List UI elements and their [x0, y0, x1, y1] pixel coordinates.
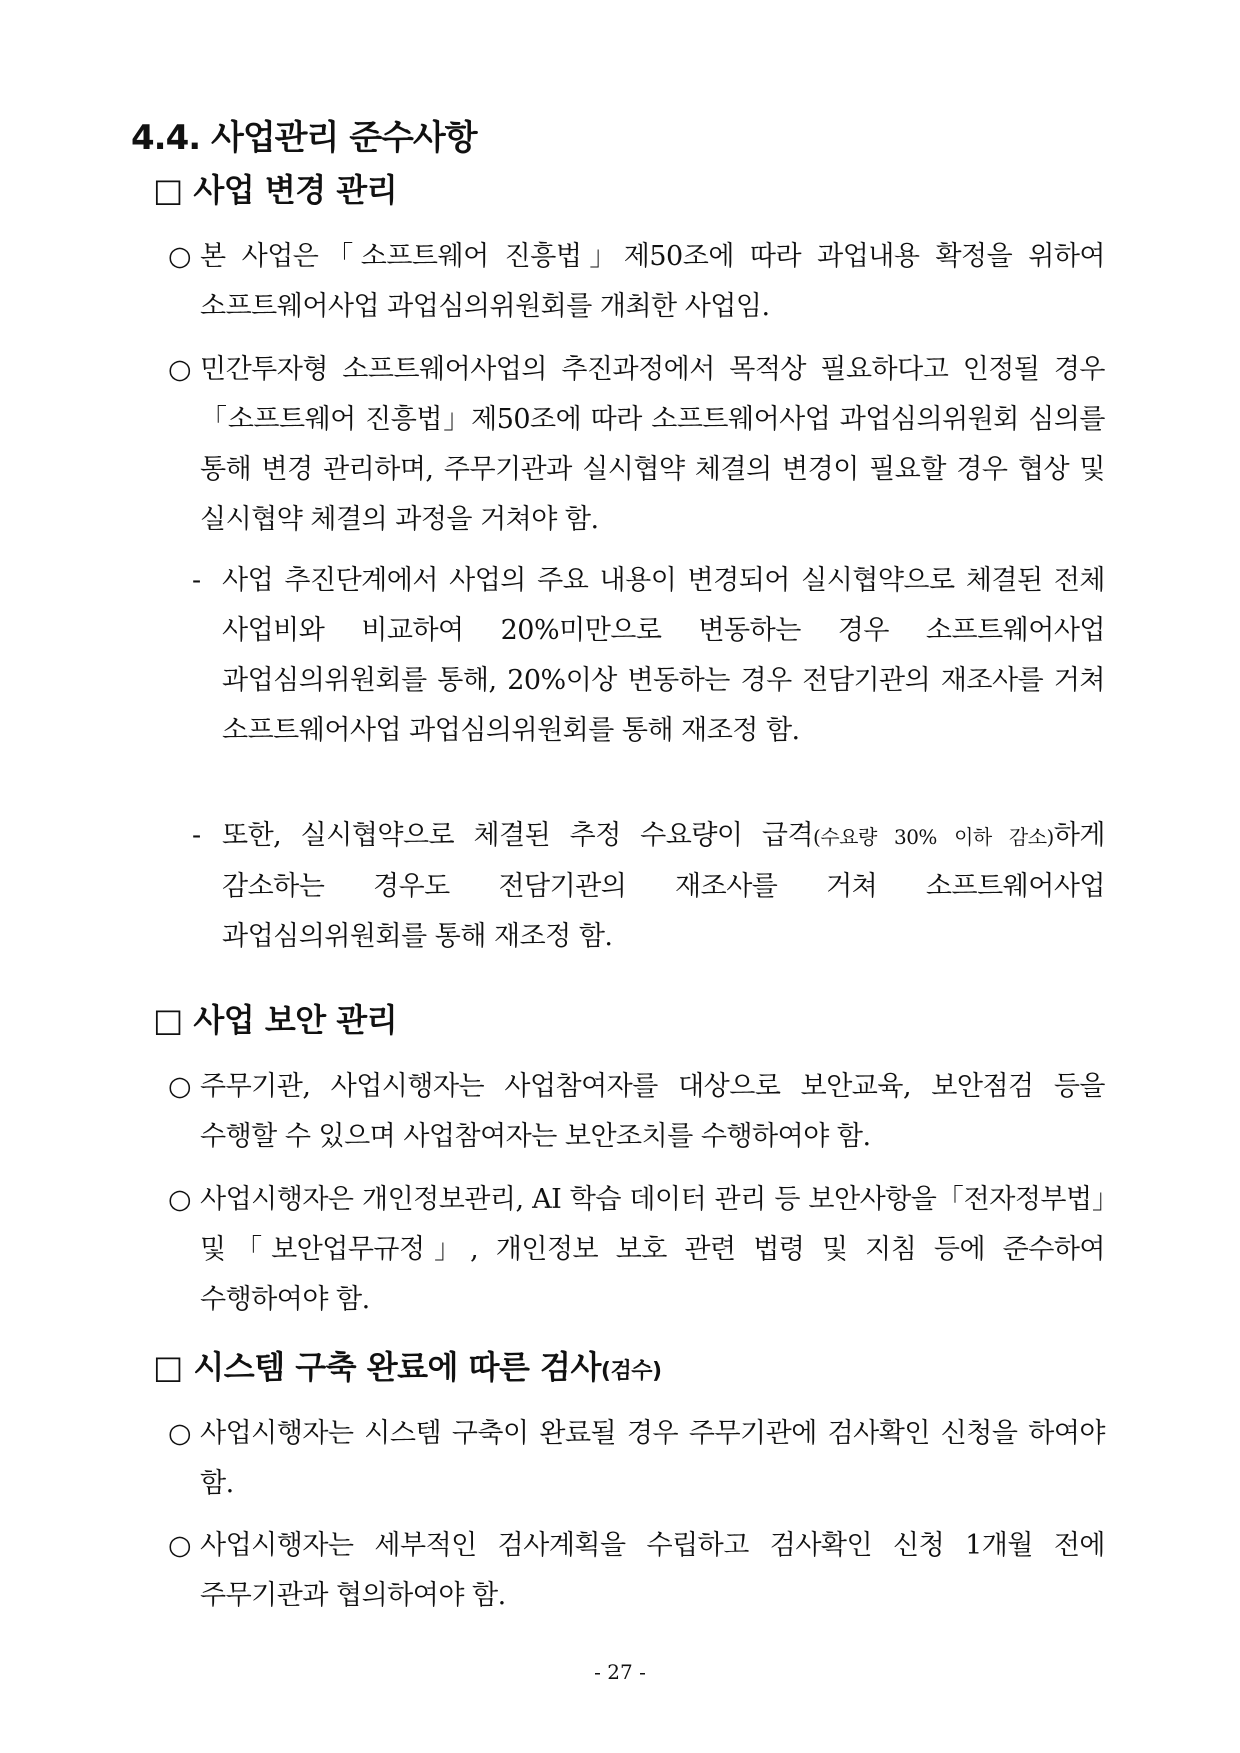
paragraph: 사업시행자는 세부적인 검사계획을 수립하고 검사확인 신청 1개월 전에 주무기관과 협의하여야 함.	[200, 1530, 1105, 1611]
page-number: - 27 -	[594, 1660, 646, 1684]
circle-bullet: ○	[168, 1184, 192, 1215]
paragraph: 본 사업은「소프트웨어 진흥법」제50조에 따라 과업내용 확정을 위하여 소프트웨어사업 과업심의위원회를 개최한 사업임.	[200, 241, 1105, 322]
box-marker: □	[153, 1348, 183, 1386]
paragraph: 민간투자형 소프트웨어사업의 추진과정에서 목적상 필요하다고 인정될 경우「소프트웨어 진흥법」제50조에 따라 소프트웨어사업 과업심의위원회 심의를 통해 변경 관리하며, 주무기관과 실시협약 체결의 변경이 필요할 경우 협상 및 실시협약 체결의 과정을 거쳐야 함.	[200, 354, 1105, 535]
heading-text: 사업 보안 관리	[193, 1001, 398, 1039]
parenthetical-note: (수요량 30% 이하 감소)	[813, 825, 1054, 849]
subsection-heading-change-management	[153, 165, 397, 211]
heading-text: 시스템 구축 완료에 따른 검사	[193, 1348, 601, 1386]
heading-text: 사업 변경 관리	[193, 171, 398, 209]
dash-bullet: -	[192, 565, 202, 596]
paragraph: 사업시행자은 개인정보관리, AI 학습 데이터 관리 등 보안사항을「전자정부법」및「보안업무규정」, 개인정보 보호 관련 법령 및 지침 등에 준수하여 수행하여야 함.	[200, 1184, 1105, 1315]
subsection-heading-security-management	[153, 995, 397, 1041]
sub-paragraph: 사업 추진단계에서 사업의 주요 내용이 변경되어 실시협약으로 체결된 전체 사업비와 비교하여 20%미만으로 변동하는 경우 소프트웨어사업 과업심의위원회를 통해, 20%이상 변동하는 경우 전담기관의 재조사를 거쳐 소프트웨어사업 과업심의위원회를 통해 재조정 함.	[222, 565, 1105, 746]
paragraph: 사업시행자는 시스템 구축이 완료될 경우 주무기관에 검사확인 신청을 하여야 함.	[200, 1418, 1105, 1499]
section-title: 4.4. 사업관리 준수사항	[131, 118, 477, 158]
circle-bullet: ○	[168, 1418, 192, 1449]
sub-paragraph-text: 하게 감소하는 경우도 전담기관의 재조사를 거쳐 소프트웨어사업 과업심의위원회를 통해 재조정 함.	[222, 820, 1105, 952]
box-marker: □	[153, 1001, 183, 1039]
circle-bullet: ○	[168, 241, 192, 272]
sub-paragraph-text: 또한, 실시협약으로 체결된 추정 수요량이 급격	[222, 820, 814, 851]
circle-bullet: ○	[168, 1530, 192, 1561]
box-marker: □	[153, 171, 183, 209]
circle-bullet: ○	[168, 354, 192, 385]
sub-paragraph	[222, 811, 1105, 962]
paragraph: 주무기관, 사업시행자는 사업참여자를 대상으로 보안교육, 보안점검 등을 수행할 수 있으며 사업참여자는 보안조치를 수행하여야 함.	[200, 1071, 1105, 1152]
circle-bullet: ○	[168, 1071, 192, 1102]
subsection-heading-inspection	[153, 1342, 662, 1388]
heading-suffix: (검수)	[600, 1359, 662, 1384]
dash-bullet: -	[192, 820, 202, 851]
